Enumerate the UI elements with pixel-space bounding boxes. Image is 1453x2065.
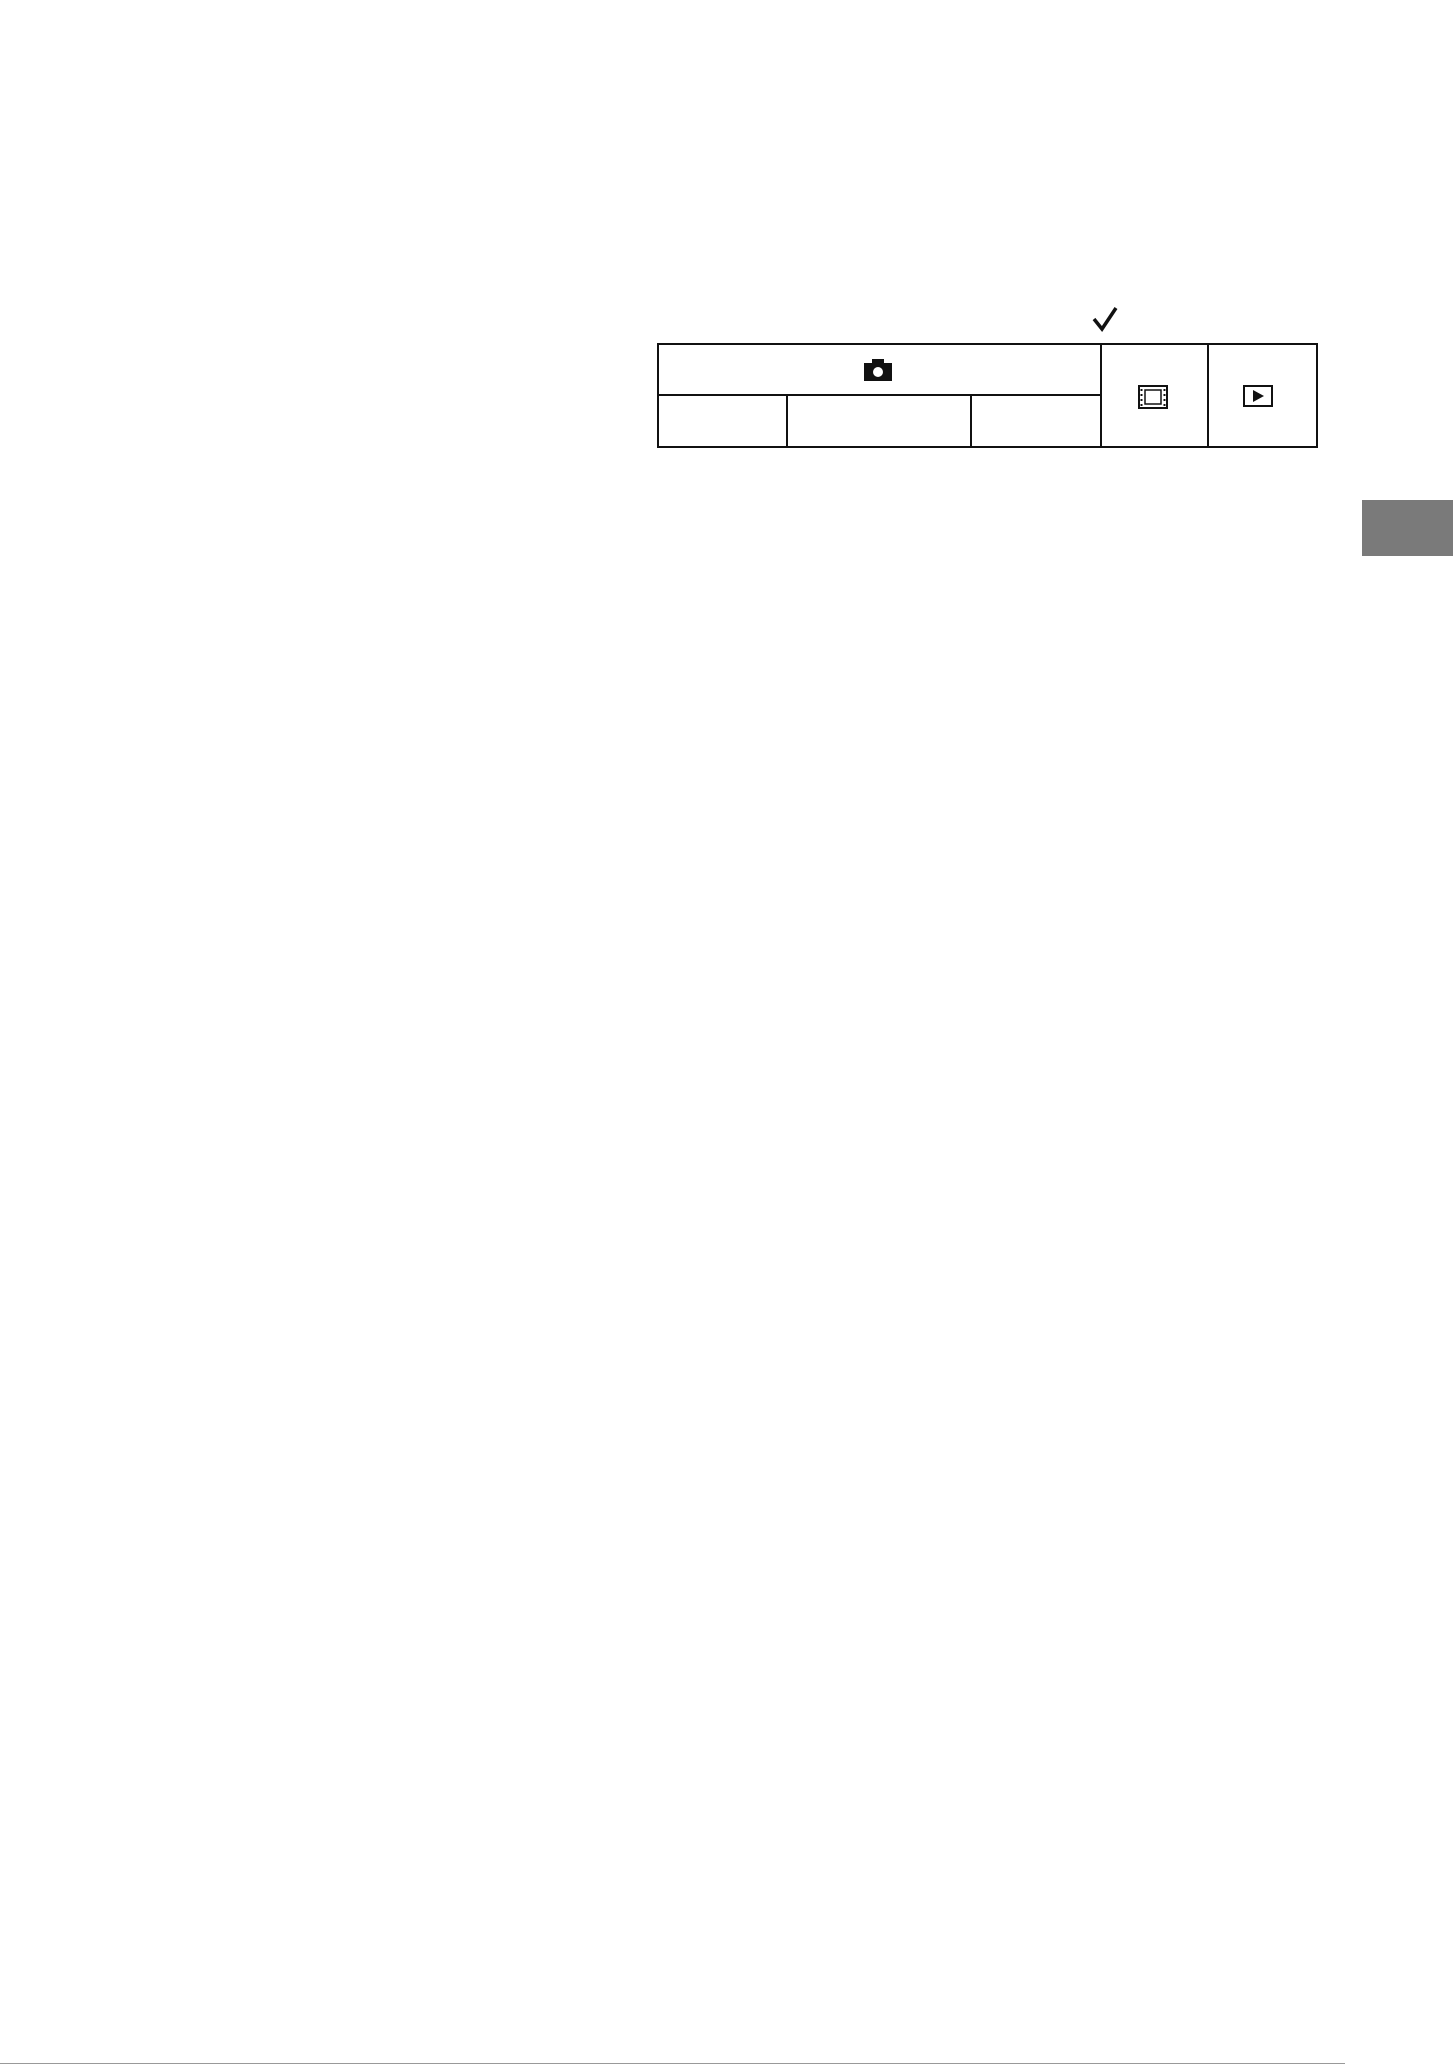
- section-tab-marker: [1362, 500, 1453, 556]
- legend-divider: [657, 394, 1100, 396]
- legend-divider: [786, 395, 788, 448]
- camera-icon: [864, 358, 892, 382]
- legend-divider: [970, 395, 972, 448]
- legend-divider: [1207, 343, 1209, 448]
- legend-divider: [1100, 343, 1102, 448]
- movie-icon: [1138, 385, 1168, 409]
- legend-check-mark-icon: [1092, 306, 1118, 332]
- playback-icon: [1243, 385, 1273, 407]
- bottom-rule: [0, 2063, 1345, 2064]
